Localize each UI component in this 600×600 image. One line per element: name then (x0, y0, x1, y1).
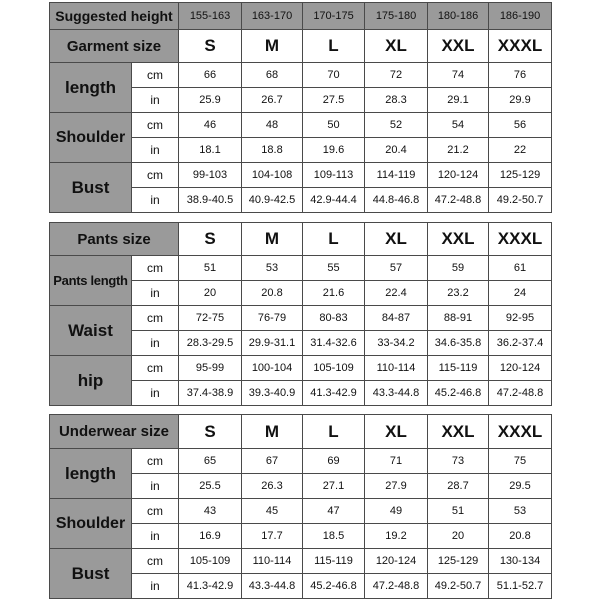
row-label-pants-length: Pants length (50, 256, 132, 306)
table-row (50, 306, 552, 331)
table-cell: 22 (489, 138, 552, 163)
table-cell: 69 (303, 449, 365, 474)
table-cell: 95-99 (179, 356, 242, 381)
table-cell: 22.4 (365, 281, 428, 306)
table-cell: 110-114 (365, 356, 428, 381)
suggested-height-header: Suggested height (50, 3, 179, 30)
table-cell: 75 (489, 449, 552, 474)
table-cell: 43.3-44.8 (365, 381, 428, 406)
table-cell: 104-108 (242, 163, 303, 188)
table-cell: 45.2-46.8 (428, 381, 489, 406)
table-row (50, 63, 552, 88)
unit-in: in (132, 188, 179, 213)
size-xxxl: XXXL (489, 415, 552, 449)
table-cell: 28.3 (365, 88, 428, 113)
table-cell: 125-129 (489, 163, 552, 188)
table-cell: 19.6 (303, 138, 365, 163)
table-cell: 99-103 (179, 163, 242, 188)
table-cell: 33-34.2 (365, 331, 428, 356)
table-cell: 24 (489, 281, 552, 306)
row-label-shoulder: Shoulder (50, 499, 132, 549)
table-cell: 55 (303, 256, 365, 281)
table-cell: 44.8-46.8 (365, 188, 428, 213)
unit-cm: cm (132, 306, 179, 331)
table-cell: 67 (242, 449, 303, 474)
table-cell: 41.3-42.9 (179, 574, 242, 599)
table-row (50, 499, 552, 524)
table-cell: 41.3-42.9 (303, 381, 365, 406)
size-xl: XL (365, 223, 428, 256)
table-cell: 29.9 (489, 88, 552, 113)
unit-cm: cm (132, 163, 179, 188)
table-cell: 84-87 (365, 306, 428, 331)
table-cell: 70 (303, 63, 365, 88)
table-cell: 47.2-48.8 (365, 574, 428, 599)
table-cell: 51 (179, 256, 242, 281)
unit-cm: cm (132, 499, 179, 524)
table-row (50, 356, 552, 381)
table-cell: 71 (365, 449, 428, 474)
table-cell: 56 (489, 113, 552, 138)
table-cell: 43.3-44.8 (242, 574, 303, 599)
size-xxl: XXL (428, 30, 489, 63)
row-label-shoulder: Shoulder (50, 113, 132, 163)
row-label-waist: Waist (50, 306, 132, 356)
unit-in: in (132, 88, 179, 113)
table-cell: 120-124 (489, 356, 552, 381)
unit-in: in (132, 281, 179, 306)
table-cell: 80-83 (303, 306, 365, 331)
table-cell: 43 (179, 499, 242, 524)
size-m: M (242, 415, 303, 449)
table-cell: 49.2-50.7 (428, 574, 489, 599)
table-cell: 28.3-29.5 (179, 331, 242, 356)
size-xxxl: XXXL (489, 30, 552, 63)
table-cell: 36.2-37.4 (489, 331, 552, 356)
unit-in: in (132, 574, 179, 599)
table-cell: 47 (303, 499, 365, 524)
table-cell: 16.9 (179, 524, 242, 549)
height-range-l: 170-175 (303, 3, 365, 30)
table-cell: 20.8 (489, 524, 552, 549)
table-cell: 53 (489, 499, 552, 524)
table-cell: 53 (242, 256, 303, 281)
table-cell: 19.2 (365, 524, 428, 549)
table-cell: 125-129 (428, 549, 489, 574)
size-l: L (303, 30, 365, 63)
height-range-s: 155-163 (179, 3, 242, 30)
table-cell: 45 (242, 499, 303, 524)
table-cell: 39.3-40.9 (242, 381, 303, 406)
unit-cm: cm (132, 449, 179, 474)
table-cell: 49 (365, 499, 428, 524)
table-cell: 42.9-44.4 (303, 188, 365, 213)
table-cell: 29.1 (428, 88, 489, 113)
size-l: L (303, 223, 365, 256)
table-cell: 74 (428, 63, 489, 88)
table-cell: 57 (365, 256, 428, 281)
table-cell: 20 (179, 281, 242, 306)
table-cell: 54 (428, 113, 489, 138)
table-row (50, 449, 552, 474)
table-cell: 47.2-48.8 (489, 381, 552, 406)
size-xxl: XXL (428, 415, 489, 449)
table-cell: 20.8 (242, 281, 303, 306)
table-row (50, 163, 552, 188)
unit-in: in (132, 474, 179, 499)
table-cell: 31.4-32.6 (303, 331, 365, 356)
table-cell: 52 (365, 113, 428, 138)
table-cell: 46 (179, 113, 242, 138)
size-m: M (242, 223, 303, 256)
size-m: M (242, 30, 303, 63)
table-cell: 105-109 (179, 549, 242, 574)
table-cell: 114-119 (365, 163, 428, 188)
table-cell: 65 (179, 449, 242, 474)
underwear-size-header: Underwear size (50, 415, 179, 449)
unit-cm: cm (132, 356, 179, 381)
row-label-hip: hip (50, 356, 132, 406)
table-cell: 120-124 (365, 549, 428, 574)
table-cell: 76-79 (242, 306, 303, 331)
table-cell: 18.1 (179, 138, 242, 163)
unit-in: in (132, 331, 179, 356)
table-cell: 49.2-50.7 (489, 188, 552, 213)
table-cell: 76 (489, 63, 552, 88)
table-cell: 115-119 (303, 549, 365, 574)
pants-size-header: Pants size (50, 223, 179, 256)
table-cell: 21.6 (303, 281, 365, 306)
table-cell: 120-124 (428, 163, 489, 188)
table-cell: 61 (489, 256, 552, 281)
table-cell: 18.8 (242, 138, 303, 163)
table-cell: 25.9 (179, 88, 242, 113)
table-cell: 110-114 (242, 549, 303, 574)
height-range-xxxl: 186-190 (489, 3, 552, 30)
table-cell: 92-95 (489, 306, 552, 331)
size-l: L (303, 415, 365, 449)
height-range-xxl: 180-186 (428, 3, 489, 30)
table-cell: 88-91 (428, 306, 489, 331)
table-cell: 130-134 (489, 549, 552, 574)
table-cell: 20 (428, 524, 489, 549)
table-row (50, 549, 552, 574)
table-cell: 26.3 (242, 474, 303, 499)
table-cell: 23.2 (428, 281, 489, 306)
table-cell: 45.2-46.8 (303, 574, 365, 599)
garment-size-table (49, 2, 552, 213)
underwear-size-table (49, 414, 552, 599)
table-cell: 115-119 (428, 356, 489, 381)
table-cell: 48 (242, 113, 303, 138)
row-label-bust: Bust (50, 163, 132, 213)
table-cell: 27.1 (303, 474, 365, 499)
row-label-bust: Bust (50, 549, 132, 599)
table-cell: 51 (428, 499, 489, 524)
unit-in: in (132, 138, 179, 163)
table-cell: 72-75 (179, 306, 242, 331)
table-cell: 27.5 (303, 88, 365, 113)
table-cell: 51.1-52.7 (489, 574, 552, 599)
unit-cm: cm (132, 549, 179, 574)
table-cell: 29.9-31.1 (242, 331, 303, 356)
table-cell: 26.7 (242, 88, 303, 113)
garment-size-header: Garment size (50, 30, 179, 63)
table-cell: 50 (303, 113, 365, 138)
row-label-length: length (50, 63, 132, 113)
table-cell: 25.5 (179, 474, 242, 499)
unit-cm: cm (132, 113, 179, 138)
size-s: S (179, 30, 242, 63)
size-xl: XL (365, 30, 428, 63)
table-cell: 68 (242, 63, 303, 88)
table-row (50, 113, 552, 138)
size-s: S (179, 223, 242, 256)
table-row (50, 256, 552, 281)
table-cell: 18.5 (303, 524, 365, 549)
unit-cm: cm (132, 256, 179, 281)
height-range-m: 163-170 (242, 3, 303, 30)
unit-in: in (132, 524, 179, 549)
height-range-xl: 175-180 (365, 3, 428, 30)
table-cell: 72 (365, 63, 428, 88)
table-cell: 37.4-38.9 (179, 381, 242, 406)
table-cell: 20.4 (365, 138, 428, 163)
size-s: S (179, 415, 242, 449)
table-cell: 73 (428, 449, 489, 474)
table-cell: 29.5 (489, 474, 552, 499)
table-cell: 47.2-48.8 (428, 188, 489, 213)
size-xl: XL (365, 415, 428, 449)
unit-cm: cm (132, 63, 179, 88)
table-cell: 109-113 (303, 163, 365, 188)
table-cell: 100-104 (242, 356, 303, 381)
unit-in: in (132, 381, 179, 406)
table-cell: 34.6-35.8 (428, 331, 489, 356)
size-xxl: XXL (428, 223, 489, 256)
table-cell: 38.9-40.5 (179, 188, 242, 213)
pants-size-table (49, 222, 552, 406)
table-cell: 40.9-42.5 (242, 188, 303, 213)
table-cell: 17.7 (242, 524, 303, 549)
table-cell: 27.9 (365, 474, 428, 499)
table-cell: 105-109 (303, 356, 365, 381)
row-label-length: length (50, 449, 132, 499)
size-xxxl: XXXL (489, 223, 552, 256)
table-cell: 21.2 (428, 138, 489, 163)
table-cell: 59 (428, 256, 489, 281)
table-cell: 28.7 (428, 474, 489, 499)
table-cell: 66 (179, 63, 242, 88)
